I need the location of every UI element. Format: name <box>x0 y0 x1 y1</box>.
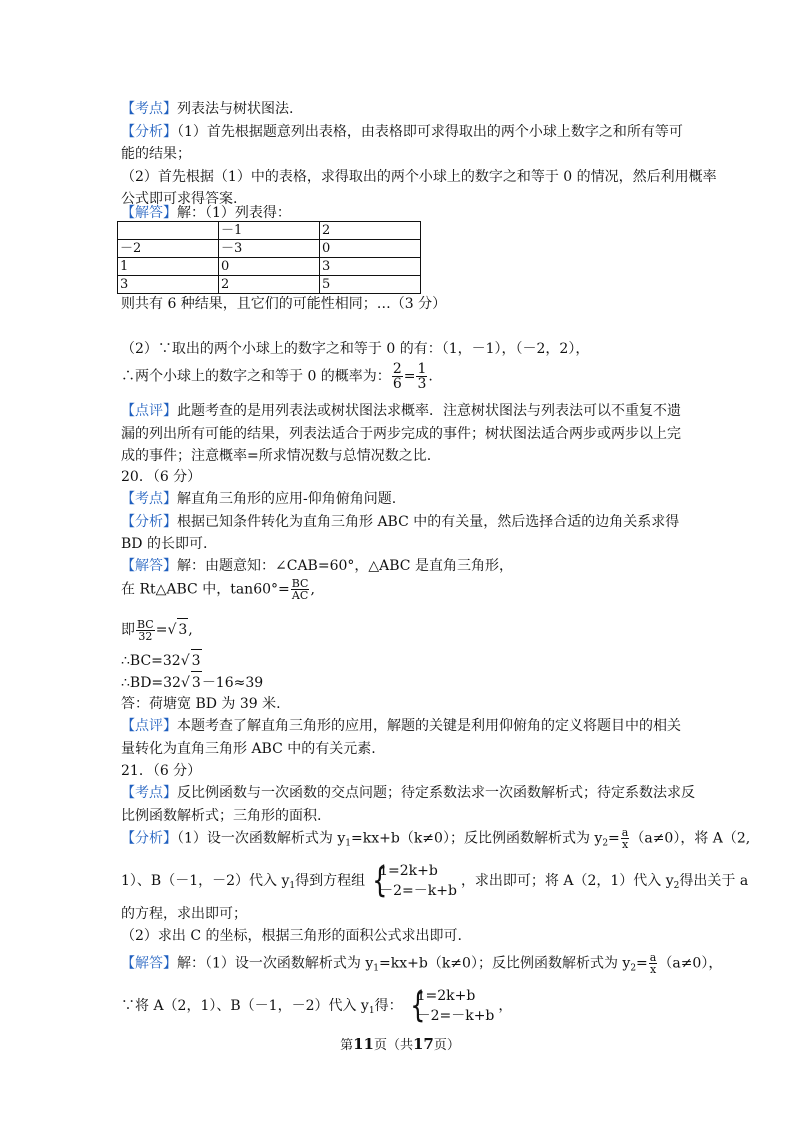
fraction <box>136 619 155 642</box>
fenxi-text: 根据已知条件转化为直角三角形 ABC 中的有关量，然后选择合适的边角关系求得 <box>177 514 680 530</box>
s20-dianping-line-2: 量转化为直角三角形 ABC 中的有关元素. <box>121 741 376 757</box>
table-row <box>118 258 421 276</box>
subscript: 2 <box>630 963 637 974</box>
brace-icon: { <box>409 986 425 1026</box>
s19-part2-line-2 <box>121 362 433 391</box>
table-cell: －2 <box>118 240 219 258</box>
s20-bc-line <box>121 649 202 672</box>
bd-text: ∴BD=32 <box>121 675 181 691</box>
fenxi-text: 1）、B（－1，－2）代入 y <box>121 873 290 889</box>
jieda-text: =kx+b（k≠0）；反比例函数解析式为 y <box>379 955 631 972</box>
comma: ， <box>498 998 513 1014</box>
frac-den: AC <box>291 589 309 602</box>
s21-kaodian-line-2: 比例函数解析式；三角形的面积. <box>121 808 322 824</box>
equals-sign: = <box>403 368 416 385</box>
fenxi-tag: 【分析】 <box>121 124 177 140</box>
table-cell: 5 <box>320 276 421 294</box>
sqrt-arg: 3 <box>191 671 202 694</box>
fenxi-tag: 【分析】 <box>121 514 177 530</box>
frac-num: a <box>649 951 657 964</box>
s19-fenxi-line-4: 公式即可求得答案. <box>121 191 238 207</box>
comma: , <box>188 622 193 638</box>
sqrt-arg: 3 <box>191 649 202 672</box>
table-cell: 3 <box>118 276 219 294</box>
comma: , <box>310 581 315 598</box>
jieda-text: （a≠0）， <box>658 955 723 972</box>
jieda-text: 解：由题意知：∠CAB=60°，△ABC 是直角三角形， <box>177 558 513 574</box>
s19-after-table: 则共有 6 种结果，且它们的可能性相同；…（3 分） <box>121 296 447 312</box>
s20-tan-line <box>121 578 315 601</box>
frac-den: 6 <box>392 376 402 392</box>
dianping-tag: 【点评】 <box>121 403 177 419</box>
fenxi-text: （a≠0），将 A（2, <box>630 830 751 847</box>
table-cell: 2 <box>320 222 421 240</box>
fraction <box>621 827 630 850</box>
sqrt-icon: √ <box>167 622 177 638</box>
dianping-text: 本题考查了解直角三角形的应用，解题的关键是利用仰俯角的定义将题目中的相关 <box>177 718 681 734</box>
footer-text: 页） <box>433 1038 460 1053</box>
frac-den: 3 <box>417 376 427 392</box>
s19-dianping-line-2: 漏的列出所有可能的结果，列表法适合于两步完成的事件；树状图法适合两步或两步以上完 <box>121 426 681 442</box>
jieda-text: 解：（1）设一次函数解析式为 y <box>177 955 374 972</box>
s20-fenxi-line-1 <box>121 511 679 533</box>
equation-system <box>369 861 457 901</box>
equation: 1=2k+b <box>379 863 438 879</box>
dianping-tag: 【点评】 <box>121 718 177 734</box>
equals-sign: = <box>608 830 620 847</box>
subscript: 1 <box>368 1006 375 1016</box>
subscript: 1 <box>345 838 352 849</box>
frac-den: 32 <box>138 629 153 643</box>
s19-dianping-line-1 <box>121 400 681 422</box>
jieda-tag: 【解答】 <box>121 558 177 574</box>
s19-dianping-line-3: 成的事件；注意概率=所求情况数与总情况数之比. <box>121 448 432 464</box>
s21-jieda-line-1 <box>121 952 722 980</box>
jieda-text: 解：（1）列表得： <box>177 205 291 221</box>
frac-den: x <box>621 838 629 851</box>
bd-suffix: －16≈39 <box>201 675 264 691</box>
s19-fenxi-line-2: 能的结果； <box>121 146 191 162</box>
subscript: 2 <box>673 881 680 891</box>
page-number: 11 <box>353 1035 374 1053</box>
s20-answer: 答：荷塘宽 BD 为 39 米. <box>121 696 281 712</box>
fenxi-text: 得出关于 a <box>679 873 749 889</box>
kaodian-tag: 【考点】 <box>121 491 177 507</box>
subscript: 1 <box>289 881 296 891</box>
s19-fenxi-line-3: （2）首先根据（1）中的表格，求得取出的两个小球上的数字之和等于 0 的情况，然后利用概率 <box>121 169 717 185</box>
table-cell: －3 <box>219 240 320 258</box>
s21-fenxi-line-3: 的方程，求出即可； <box>121 906 247 922</box>
s20-dianping-line-1 <box>121 715 681 737</box>
table-cell: 2 <box>219 276 320 294</box>
table-row <box>118 240 421 258</box>
fenxi-text: =kx+b（k≠0）；反比例函数解析式为 y <box>351 830 603 847</box>
s20-ji-line <box>121 618 193 642</box>
kaodian-text: 反比例函数与一次函数的交点问题；待定系数法求一次函数解析式；待定系数法求反 <box>177 785 695 801</box>
bc-text: ∴BC=32 <box>121 653 181 669</box>
fenxi-tag: 【分析】 <box>121 830 177 847</box>
period: . <box>428 368 433 385</box>
frac-num: BC <box>291 577 309 590</box>
equation: －2=－k+b <box>416 1008 495 1024</box>
total-pages: 17 <box>413 1035 434 1053</box>
subscript: 1 <box>373 963 380 974</box>
table-row <box>118 276 421 294</box>
kaodian-tag: 【考点】 <box>121 785 177 801</box>
s19-kaodian <box>121 98 293 120</box>
equals-sign: = <box>155 622 168 638</box>
kaodian-text: 列表法与树状图法. <box>177 101 294 117</box>
subscript: 2 <box>602 838 609 849</box>
s20-kaodian <box>121 488 396 510</box>
sqrt-icon: √ <box>180 653 190 669</box>
page-footer <box>0 1034 800 1053</box>
table-cell: 0 <box>219 258 320 276</box>
table-cell: 1 <box>118 258 219 276</box>
table-cell: －1 <box>219 222 320 240</box>
s20-jieda <box>121 555 513 577</box>
sum-table <box>117 221 421 294</box>
s21-kaodian-line-1 <box>121 782 695 804</box>
jieda-tag: 【解答】 <box>121 205 177 221</box>
equation: 1=2k+b <box>416 988 476 1004</box>
s19-part2-line-1: （2）∵取出的两个小球上的数字之和等于 0 的有：（1，－1），（－2，2）， <box>121 341 590 357</box>
s20-header: 20．（6 分） <box>121 469 202 485</box>
sqrt-icon: √ <box>180 675 190 691</box>
tan-text: 在 Rt△ABC 中，tan60°= <box>121 581 290 598</box>
table-cell: 0 <box>320 240 421 258</box>
ji-text: 即 <box>121 622 135 638</box>
jieda-text: 得： <box>374 998 403 1014</box>
frac-num: BC <box>137 617 154 631</box>
frac-num: a <box>621 826 629 839</box>
brace-icon: { <box>372 861 388 901</box>
kaodian-tag: 【考点】 <box>121 101 177 117</box>
probability-text: ∴两个小球上的数字之和等于 0 的概率为： <box>121 368 391 385</box>
fraction <box>416 362 427 391</box>
jieda-tag: 【解答】 <box>121 955 177 972</box>
s20-bd-line <box>121 671 263 694</box>
s21-jieda-line-2 <box>121 986 512 1031</box>
table-cell: 3 <box>320 258 421 276</box>
footer-text: 第 <box>340 1038 354 1053</box>
fraction <box>291 578 310 601</box>
s21-header: 21．（6 分） <box>121 763 202 779</box>
fenxi-text: ，求出即可；将 A（2，1）代入 y <box>460 873 674 889</box>
s21-fenxi-line-4: （2）求出 C 的坐标，根据三角形的面积公式求出即可. <box>121 928 462 944</box>
table-row <box>118 222 421 240</box>
jieda-text: ∵将 A（2，1）、B（－1，－2）代入 y <box>121 998 369 1014</box>
frac-num: 1 <box>417 361 427 377</box>
table-cell <box>118 222 219 240</box>
fenxi-text: （1）首先根据题意列出表格，由表格即可求得取出的两个小球上数字之和所有等可 <box>177 124 683 140</box>
fraction <box>649 952 658 975</box>
s20-fenxi-line-2: BD 的长即可. <box>121 536 208 552</box>
s19-fenxi-line-1 <box>121 121 683 143</box>
dianping-text: 此题考查的是用列表法或树状图法求概率．注意树状图法与列表法可以不重复不遗 <box>177 403 681 419</box>
frac-num: 2 <box>392 361 402 377</box>
fenxi-text: （1）设一次函数解析式为 y <box>177 830 346 847</box>
equation-system <box>407 986 495 1026</box>
fenxi-text: 得到方程组 <box>295 873 366 889</box>
s21-fenxi-line-1 <box>121 827 750 855</box>
kaodian-text: 解直角三角形的应用-仰角俯角问题. <box>177 491 397 507</box>
sqrt-arg: 3 <box>177 618 188 641</box>
footer-text: 页（共 <box>373 1038 413 1053</box>
equals-sign: = <box>636 955 648 972</box>
frac-den: x <box>649 963 657 976</box>
equation: －2=－k+b <box>379 883 457 899</box>
s21-fenxi-line-2 <box>121 861 748 906</box>
fraction <box>392 362 403 391</box>
